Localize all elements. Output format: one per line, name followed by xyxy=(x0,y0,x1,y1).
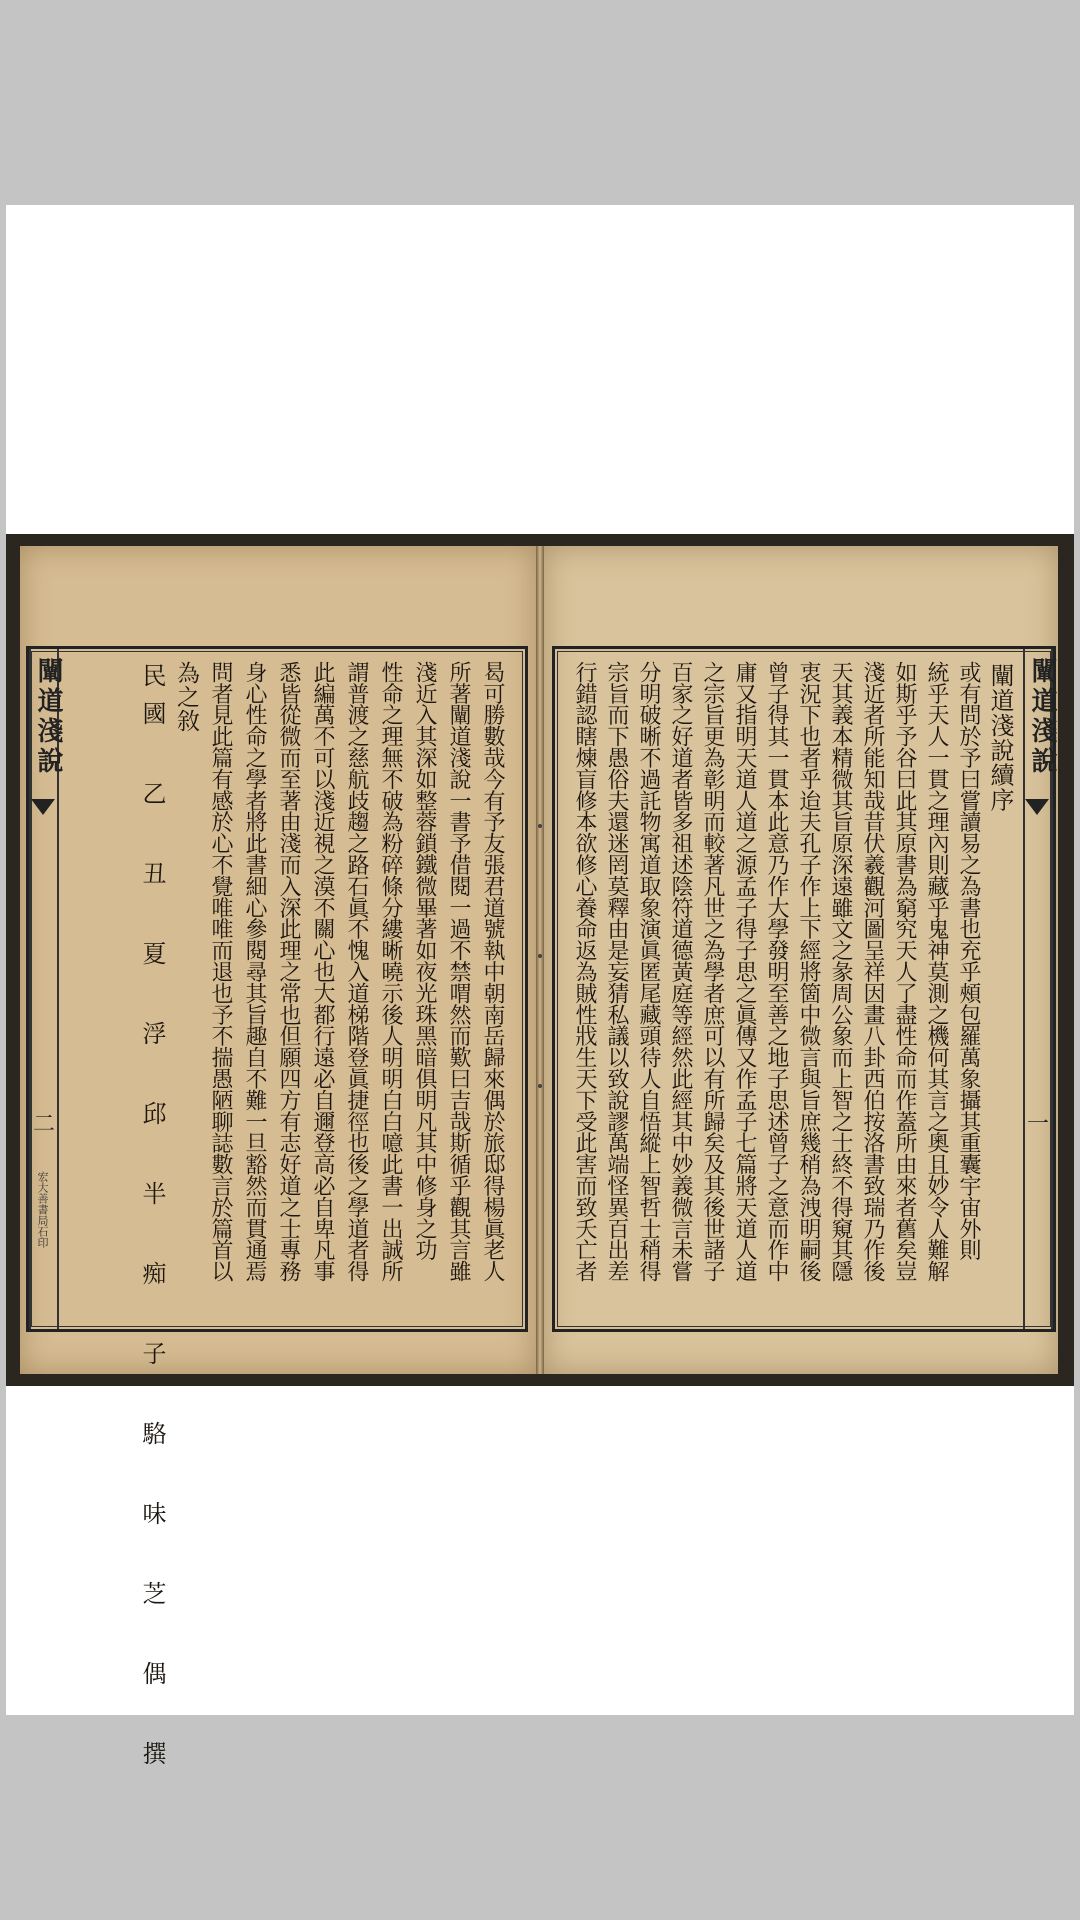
text-column: 如斯乎予谷曰此其原書為窮究天人了盡性命而作蓋所由來者舊矣豈 xyxy=(892,661,917,1282)
text-column: 行錯認瞎煉盲修本欲修心養命返為賊性戕生天下受此害而致夭亡者 xyxy=(572,661,597,1282)
text-column: 淺近入其深如整蓉鎖鐵微畢著如夜光珠黑暗俱明凡其中修身之功 xyxy=(412,661,437,1261)
text-column: 天其義本精微其旨原深遠雖文之彖周公象而上智之士終不得窺其隱 xyxy=(828,661,853,1282)
text-column: 分明破晰不過託物寓道取象演眞匿尾藏頭待人自悟縱上智哲士稍得 xyxy=(636,661,661,1282)
left-page-frame xyxy=(26,646,528,1779)
text-column: 問者見此篇有感於心不覺唯唯而退也予不揣愚陋聊誌數言於篇首以 xyxy=(208,661,233,1282)
text-column: 曾子得其一貫本此意乃作大學發明至善之地子思述曾子之意而作中 xyxy=(764,661,789,1282)
text-column: 身心性命之學者將此書細心參閱尋其旨趣自不難一旦豁然而貫通焉 xyxy=(242,661,267,1282)
binding-stitch xyxy=(538,1084,542,1088)
binding-stitch xyxy=(538,824,542,828)
right-page xyxy=(544,546,1058,1374)
text-column: 百家之好道者皆多祖述陰符道德黃庭等經然此經其中妙義微言未嘗 xyxy=(668,661,693,1282)
fishtail-mark xyxy=(31,799,55,815)
book-gutter xyxy=(536,546,544,1374)
right-fold-title: 闡道淺說 xyxy=(1027,657,1057,777)
text-column: 庸又指明天道人道之源孟子得子思之眞傳又作孟子七篇將天道人道 xyxy=(732,661,757,1282)
text-column: 此編萬不可以淺近視之漠不關心也大都行遠必自邇登高必自卑凡事 xyxy=(310,661,335,1282)
book-photo xyxy=(6,534,1074,1779)
left-page xyxy=(20,546,536,1779)
text-column: 性命之理無不破為粉碎條分縷晰曉示後人明明白白噫此書一出誠所 xyxy=(378,661,403,1282)
text-column: 謂普渡之慈航歧趨之路石眞不愧入道梯階登眞捷徑也後之學道者得 xyxy=(344,661,369,1282)
binding-stitch xyxy=(538,954,542,958)
right-fold-column xyxy=(1023,649,1057,1329)
left-fold-title: 闡道淺說 xyxy=(33,657,63,777)
text-column: 之宗旨更為彰明而較著凡世之為學者庶可以有所歸矣及其後世諸子 xyxy=(700,661,725,1282)
text-column: 衷況下也者乎迨夫孔子作上下經將箇中微言與旨庶幾稍為洩明嗣後 xyxy=(796,661,821,1282)
right-page-frame xyxy=(552,646,1056,1332)
text-column: 宗旨而下愚俗夫還迷罔莫釋由是妄猜私議以致說謬萬端怪異百出差 xyxy=(604,661,629,1282)
fishtail-mark xyxy=(1025,799,1049,815)
right-folio-number: 一 xyxy=(1027,1112,1050,1137)
text-column: 或有問於予曰嘗讀易之為書也充乎頰包羅萬象攝其重囊宇宙外則 xyxy=(956,661,981,1261)
text-column: 所著闡道淺說一書予借閱一過不禁喟然而歎曰吉哉斯循乎觀其言雖 xyxy=(446,661,471,1282)
author-signature-line: 民國 乙 丑 夏 浮 邱 半 痴 子 駱 味 芝 偶 撰 xyxy=(138,663,166,1779)
text-column: 統乎天人一貫之理內則藏乎鬼神莫測之機何其言之奧且妙令人難解 xyxy=(924,661,949,1282)
preface-heading: 闡道淺說續序 xyxy=(986,663,1014,813)
publisher-imprint: 宏大善書局石印 xyxy=(36,1171,49,1248)
left-folio-number: 二 xyxy=(33,1112,56,1137)
text-column: 為之敘 xyxy=(173,661,199,733)
left-fold-column xyxy=(29,649,63,1329)
text-column: 曷可勝數哉今有予友張君道號執中朝南岳歸來偶於旅邸得楊眞老人 xyxy=(480,661,505,1282)
text-column: 悉皆從微而至著由淺而入深此理之常也但願四方有志好道之士專務 xyxy=(276,661,301,1282)
text-column: 淺近者所能知哉昔伏羲觀河圖呈祥因畫八卦西伯按洛書致瑞乃作後 xyxy=(860,661,885,1282)
